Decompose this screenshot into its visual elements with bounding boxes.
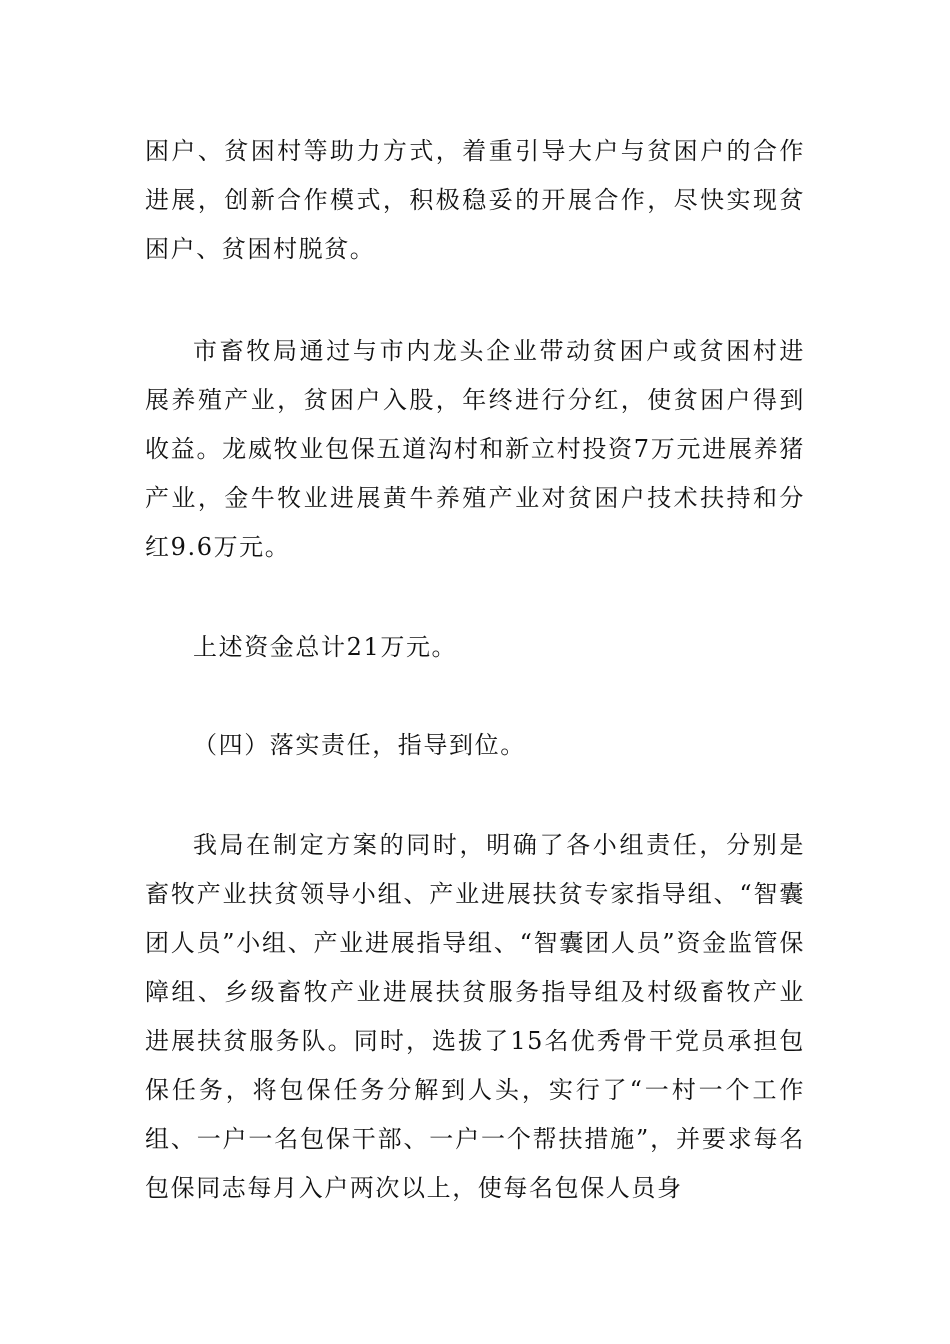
paragraph-fund-total: 上述资金总计21万元。 bbox=[193, 633, 458, 661]
section-heading-four: （四）落实责任，指导到位。 bbox=[193, 731, 526, 759]
paragraph-leading-enterprises: 市畜牧局通过与市内龙头企业带动贫困户或贫困村进展养殖产业，贫困户入股，年终进行分红，使贫困户得到收益。龙威牧业包保五道沟村和新立村投资7万元进展养猪产业，金牛牧业进展黄牛养殖产业对贫困户技术扶持和分红9.6万元。 bbox=[145, 337, 805, 561]
paragraph-continuation: 困户、贫困村等助力方式，着重引导大户与贫困户的合作进展，创新合作模式，积极稳妥的开展合作，尽快实现贫困户、贫困村脱贫。 bbox=[145, 137, 805, 263]
paragraph-responsibility: 我局在制定方案的同时，明确了各小组责任，分别是畜牧产业扶贫领导小组、产业进展扶贫专家指导组、“智囊团人员”小组、产业进展指导组、“智囊团人员”资金监管保障组、乡级畜牧产业进展扶贫服务指导组及村级畜牧产业进展扶贫服务队。同时，选拔了15名优秀骨干党员承担包保任务，将包保任务分解到人头，实行了“一村一个工作组、一户一名包保干部、一户一个帮扶措施”，并要求每名包保同志每月入户两次以上，使每名包保人员身 bbox=[145, 831, 805, 1202]
